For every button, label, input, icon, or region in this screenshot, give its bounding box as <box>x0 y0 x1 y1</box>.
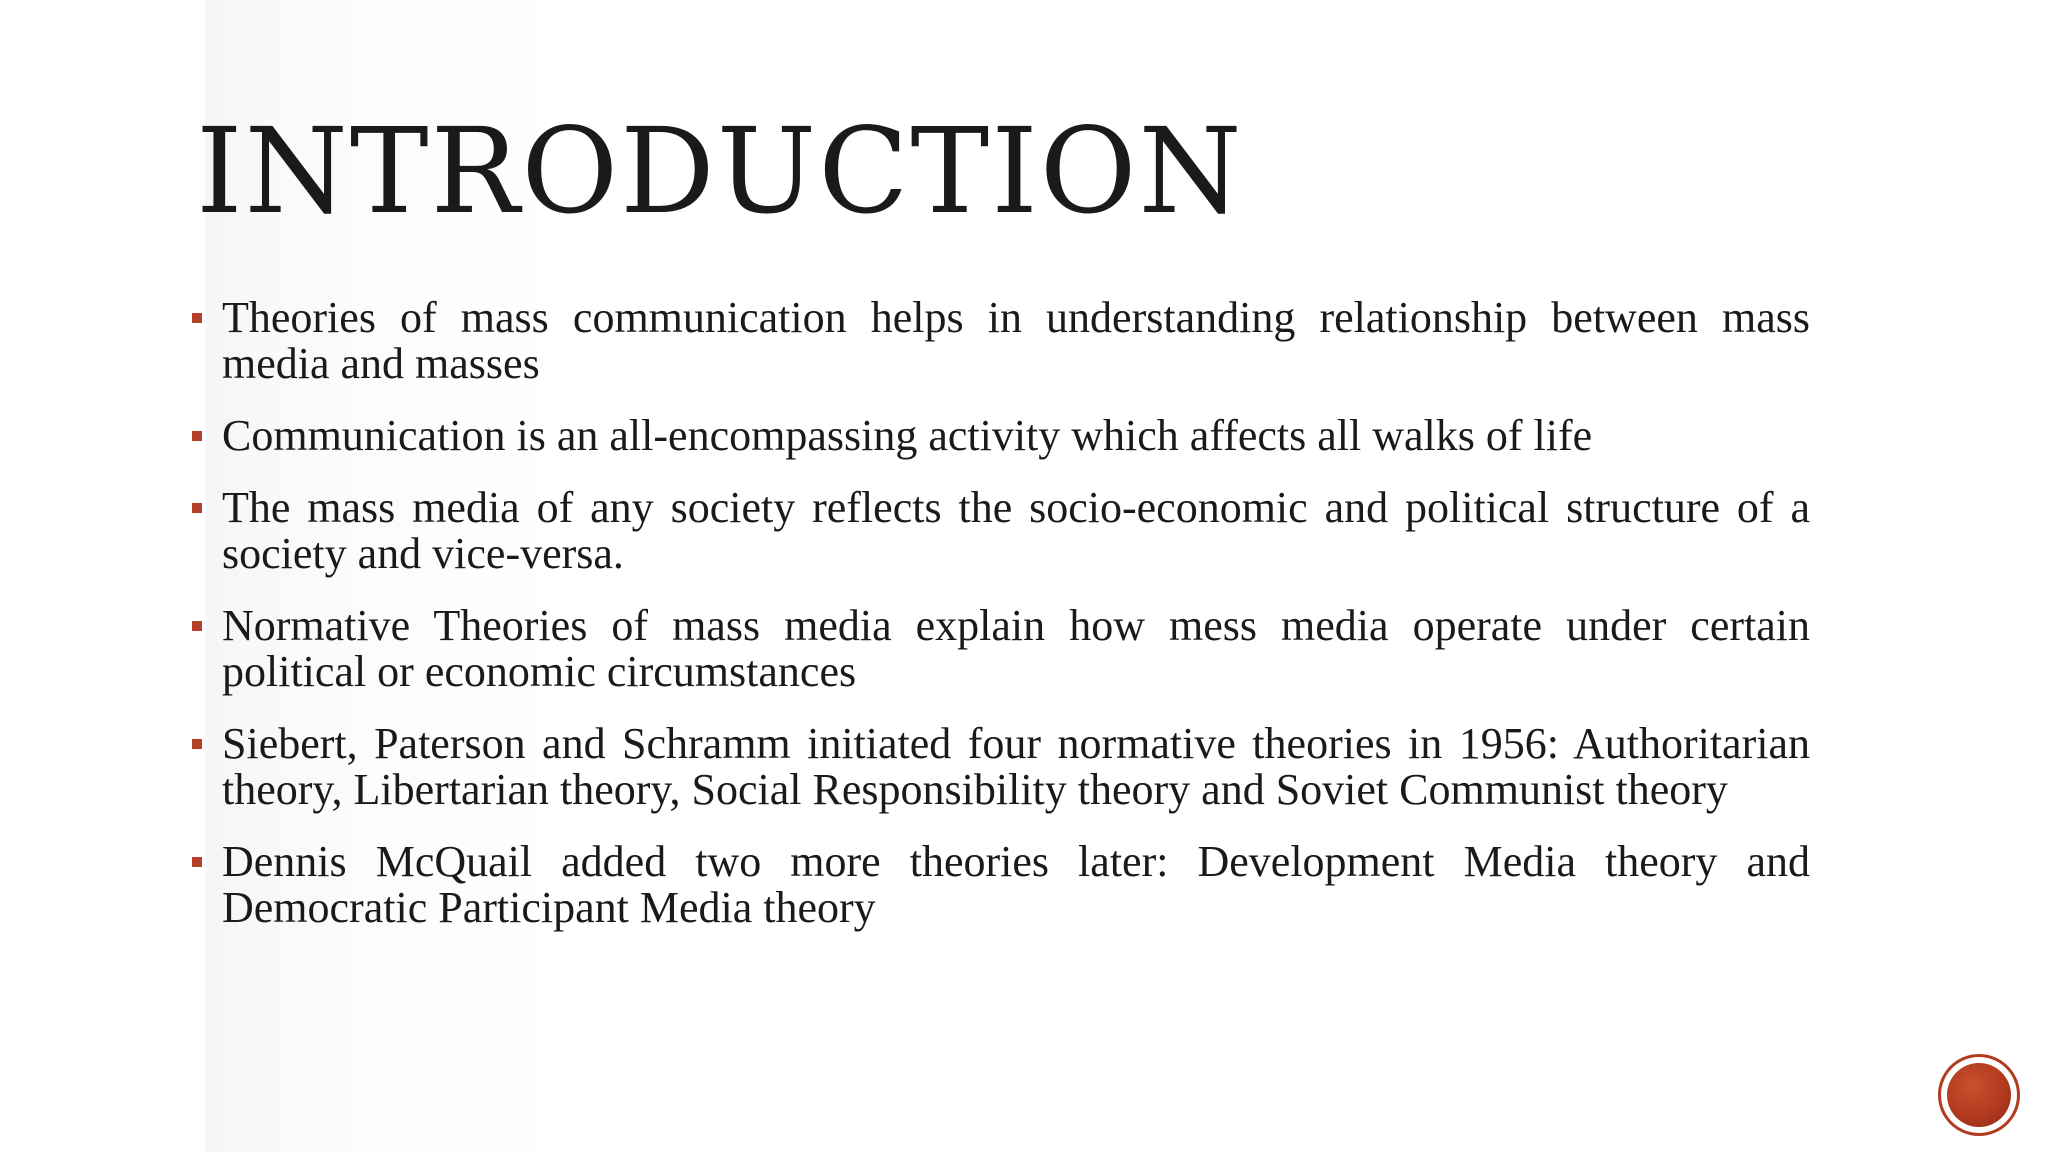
square-bullet-icon <box>192 857 202 867</box>
bullet-item <box>188 839 1810 931</box>
square-bullet-icon <box>192 313 202 323</box>
square-bullet-icon <box>192 739 202 749</box>
bullet-item <box>188 413 1810 459</box>
slide-title: INTRODUCTION <box>196 102 1244 240</box>
slide-badge-icon <box>1941 1057 2017 1133</box>
square-bullet-icon <box>192 431 202 441</box>
slide-badge-fill <box>1947 1063 2011 1127</box>
bullet-text: Siebert, Paterson and Schramm initiated four normative theories in 1956: Authoritarian theory, Libertarian theory, Social Responsibility theory and Soviet Communist theory <box>222 719 1810 814</box>
bullet-list <box>188 295 1810 957</box>
bullet-item <box>188 295 1810 387</box>
bullet-item <box>188 485 1810 577</box>
bullet-text: Theories of mass communication helps in understanding relationship between mass media and masses <box>222 293 1810 388</box>
bullet-text: Normative Theories of mass media explain how mess media operate under certain political or economic circumstances <box>222 601 1810 696</box>
bullet-item <box>188 721 1810 813</box>
square-bullet-icon <box>192 621 202 631</box>
bullet-text: Dennis McQuail added two more theories later: Development Media theory and Democratic Participant Media theory <box>222 837 1810 932</box>
bullet-item <box>188 603 1810 695</box>
bullet-text: The mass media of any society reflects the socio-economic and political structure of a society and vice-versa. <box>222 483 1810 578</box>
square-bullet-icon <box>192 503 202 513</box>
bullet-text: Communication is an all-encompassing activity which affects all walks of life <box>222 411 1593 460</box>
